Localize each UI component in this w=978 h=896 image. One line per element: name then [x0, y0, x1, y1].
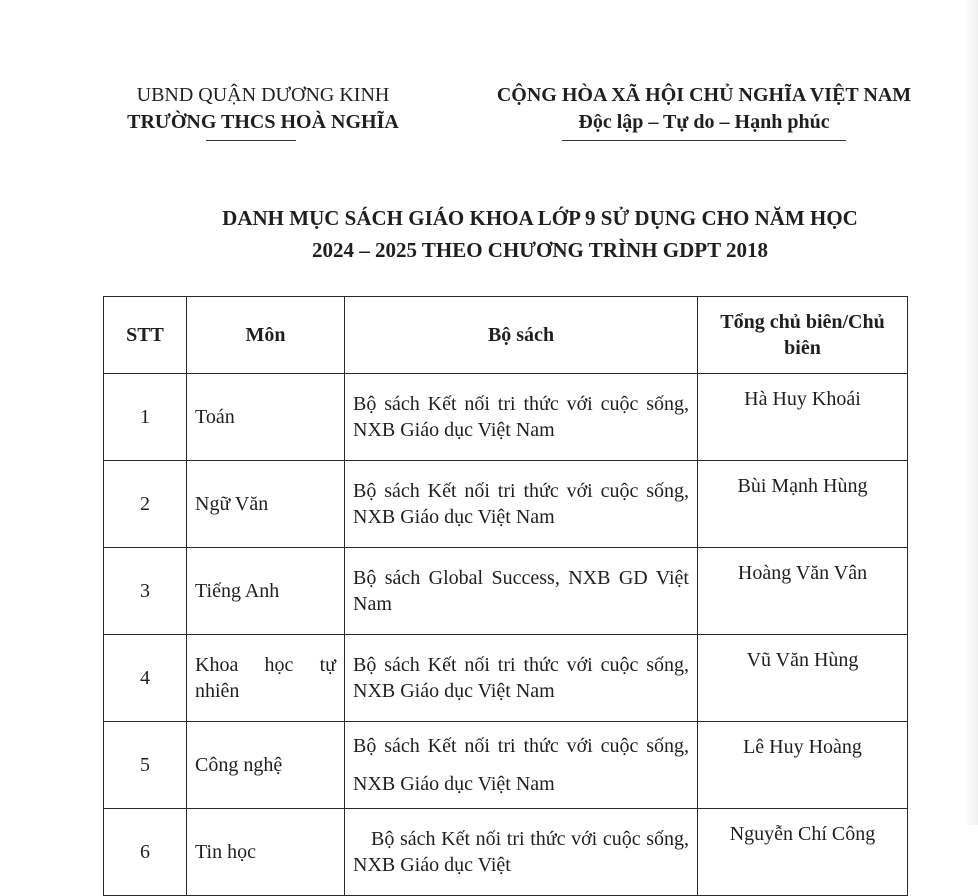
- title-line-2: 2024 – 2025 THEO CHƯƠNG TRÌNH GDPT 2018: [311, 238, 769, 262]
- header-right-rule: [562, 140, 846, 141]
- national-header: [470, 82, 938, 141]
- document-title: [130, 202, 950, 266]
- textbook-table: [103, 296, 908, 896]
- cell-stt: 3: [104, 548, 187, 635]
- cell-subject: Tin học: [187, 809, 345, 896]
- cell-book: Bộ sách Kết nối tri thức với cuộc sống, NXB Giáo dục Việt Nam: [345, 635, 698, 722]
- cell-editor: Hà Huy Khoái: [698, 374, 908, 461]
- cell-editor: Hoàng Văn Vân: [698, 548, 908, 635]
- cell-book: Bộ sách Kết nối tri thức với cuộc sống, NXB Giáo dục Việt Nam: [345, 374, 698, 461]
- cell-editor: Bùi Mạnh Hùng: [698, 461, 908, 548]
- table-row: [104, 461, 908, 548]
- cell-subject: Ngữ Văn: [187, 461, 345, 548]
- cell-book: Bộ sách Global Success, NXB GD Việt Nam: [345, 548, 698, 635]
- district-name: UBND QUẬN DƯƠNG KINH: [136, 84, 390, 106]
- cell-editor: Lê Huy Hoàng: [698, 722, 908, 809]
- authority-header: [103, 82, 423, 141]
- table-row: [104, 809, 908, 896]
- cell-book: Bộ sách Kết nối tri thức với cuộc sống, NXB Giáo dục Việt: [345, 809, 698, 896]
- page-edge-shadow: [964, 0, 978, 825]
- title-line-1: DANH MỤC SÁCH GIÁO KHOA LỚP 9 SỬ DỤNG CHO NĂM HỌC: [222, 206, 858, 230]
- table-row: [104, 635, 908, 722]
- cell-editor: Nguyễn Chí Công: [698, 809, 908, 896]
- table-row: [104, 548, 908, 635]
- cell-subject: Toán: [187, 374, 345, 461]
- col-header-stt: STT: [104, 297, 187, 374]
- national-motto: Độc lập – Tự do – Hạnh phúc: [578, 111, 830, 133]
- table-header-row: [104, 297, 908, 374]
- cell-subject: Tiếng Anh: [187, 548, 345, 635]
- cell-stt: 5: [104, 722, 187, 809]
- cell-subject: Công nghệ: [187, 722, 345, 809]
- table-row: [104, 722, 908, 809]
- cell-subject: Khoa học tự nhiên: [187, 635, 345, 722]
- cell-book: Bộ sách Kết nối tri thức với cuộc sống, NXB Giáo dục Việt Nam: [345, 722, 698, 809]
- header-left-rule: [206, 140, 296, 141]
- cell-stt: 1: [104, 374, 187, 461]
- col-header-book: Bộ sách: [345, 297, 698, 374]
- col-header-editor: Tổng chủ biên/Chủ biên: [698, 297, 908, 374]
- school-name: TRƯỜNG THCS HOÀ NGHĨA: [127, 111, 399, 133]
- cell-stt: 2: [104, 461, 187, 548]
- cell-editor: Vũ Văn Hùng: [698, 635, 908, 722]
- col-header-subject: Môn: [187, 297, 345, 374]
- country-name: CỘNG HÒA XÃ HỘI CHỦ NGHĨA VIỆT NAM: [496, 84, 912, 106]
- table-row: [104, 374, 908, 461]
- cell-book: Bộ sách Kết nối tri thức với cuộc sống, NXB Giáo dục Việt Nam: [345, 461, 698, 548]
- cell-stt: 6: [104, 809, 187, 896]
- cell-stt: 4: [104, 635, 187, 722]
